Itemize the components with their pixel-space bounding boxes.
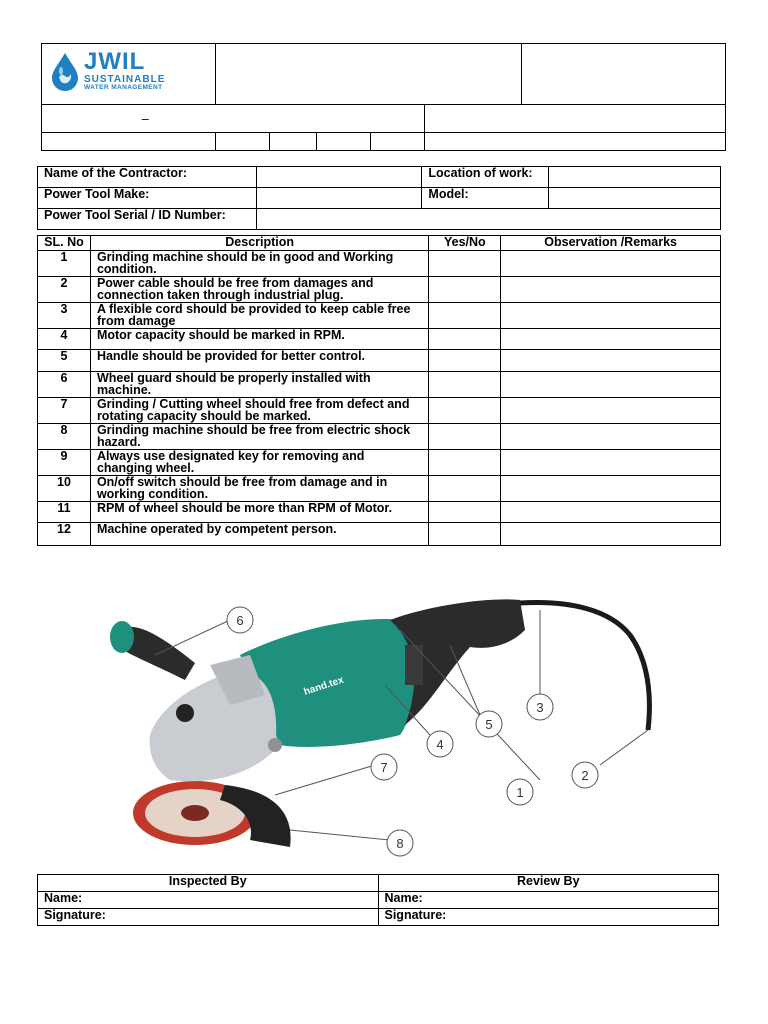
table-row (38, 523, 721, 546)
callout-label-4: 4 (436, 737, 444, 752)
reviewer-signature-field[interactable] (378, 909, 719, 926)
row-number: 9 (38, 450, 91, 476)
header-row3-c3 (269, 133, 316, 151)
table-row (38, 450, 721, 476)
row-yes-no-field[interactable] (429, 277, 501, 303)
header-row3-c4 (316, 133, 370, 151)
row-yes-no-field[interactable] (429, 251, 501, 277)
header-row3-c2 (215, 133, 269, 151)
row-yes-no-field[interactable] (429, 372, 501, 398)
row-yes-no-field[interactable] (429, 398, 501, 424)
serial-field[interactable] (256, 209, 720, 230)
callout-label-2: 2 (581, 768, 589, 783)
callout-label-1: 1 (516, 785, 524, 800)
header-row2-left (42, 105, 425, 133)
row-number: 7 (38, 398, 91, 424)
callout-label-5: 5 (485, 717, 493, 732)
reviewer-name-label: Name: (384, 891, 423, 905)
reviewer-signature-label: Signature: (384, 908, 447, 922)
header-row3-c1 (42, 133, 216, 151)
row-yes-no-field[interactable] (429, 303, 501, 329)
table-row (38, 303, 721, 329)
header-description: Description (90, 236, 428, 251)
row-number: 10 (38, 476, 91, 502)
row-description: Grinding machine should be free from electric shock hazard. (90, 424, 428, 450)
header-sl-no: SL. No (38, 236, 91, 251)
row-number: 12 (38, 523, 91, 546)
logo-brand: JWIL (84, 48, 146, 75)
water-drop-icon (50, 51, 80, 91)
row-number: 4 (38, 329, 91, 350)
row-description: A flexible cord should be provided to keep cable free from damage (90, 303, 428, 329)
row-description: Handle should be provided for better control. (90, 350, 428, 372)
location-field[interactable] (549, 167, 721, 188)
row-remarks-field[interactable] (501, 502, 721, 523)
callout-label-8: 8 (396, 836, 404, 851)
header-right-cell (522, 44, 726, 105)
location-label: Location of work: (422, 167, 549, 188)
serial-label: Power Tool Serial / ID Number: (38, 209, 257, 230)
review-by-label: Review By (378, 875, 719, 892)
logo-subtag: WATER MANAGEMENT (84, 84, 163, 91)
row-description: Grinding machine should be in good and Working condition. (90, 251, 428, 277)
row-remarks-field[interactable] (501, 450, 721, 476)
row-number: 2 (38, 277, 91, 303)
row-remarks-field[interactable] (501, 329, 721, 350)
logo-cell (42, 44, 216, 105)
row-remarks-field[interactable] (501, 398, 721, 424)
table-row (38, 476, 721, 502)
row-description: Grinding / Cutting wheel should free from defect and rotating capacity should be marked. (90, 398, 428, 424)
logo (42, 44, 215, 92)
row-number: 3 (38, 303, 91, 329)
inspector-signature-field[interactable] (38, 909, 379, 926)
row-remarks-field[interactable] (501, 424, 721, 450)
inspector-name-field[interactable] (38, 892, 379, 909)
row-description: Wheel guard should be properly installed with machine. (90, 372, 428, 398)
checklist-table (37, 235, 721, 546)
table-row (38, 424, 721, 450)
row-description: On/off switch should be free from damage and in working condition. (90, 476, 428, 502)
row-number: 5 (38, 350, 91, 372)
footer-table (37, 874, 719, 926)
row-description: Motor capacity should be marked in RPM. (90, 329, 428, 350)
model-label: Model: (422, 188, 549, 209)
row-yes-no-field[interactable] (429, 450, 501, 476)
row-remarks-field[interactable] (501, 350, 721, 372)
make-label: Power Tool Make: (38, 188, 257, 209)
row-yes-no-field[interactable] (429, 502, 501, 523)
angle-grinder-diagram (100, 585, 660, 860)
row-yes-no-field[interactable] (429, 329, 501, 350)
header-row3-c5 (370, 133, 425, 151)
callout-label-6: 6 (236, 613, 244, 628)
header-title-cell (215, 44, 521, 105)
row-description: Always use designated key for removing and changing wheel. (90, 450, 428, 476)
header-yes-no: Yes/No (429, 236, 501, 251)
row-number: 11 (38, 502, 91, 523)
info-table (37, 166, 721, 230)
header-dash: – (141, 111, 149, 126)
row-description: RPM of wheel should be more than RPM of Motor. (90, 502, 428, 523)
inspected-by-label: Inspected By (38, 875, 379, 892)
table-row (38, 329, 721, 350)
row-description: Power cable should be free from damages and connection taken through industrial plug. (90, 277, 428, 303)
row-number: 6 (38, 372, 91, 398)
contractor-field[interactable] (256, 167, 422, 188)
reviewer-name-field[interactable] (378, 892, 719, 909)
row-remarks-field[interactable] (501, 372, 721, 398)
table-row (38, 350, 721, 372)
brand-mark: hand.tex (302, 674, 346, 698)
header-table (41, 43, 726, 151)
row-number: 1 (38, 251, 91, 277)
callout-label-3: 3 (536, 700, 544, 715)
header-remarks: Observation /Remarks (501, 236, 721, 251)
table-row (38, 372, 721, 398)
table-row (38, 502, 721, 523)
row-number: 8 (38, 424, 91, 450)
contractor-label: Name of the Contractor: (38, 167, 257, 188)
row-remarks-field[interactable] (501, 251, 721, 277)
row-yes-no-field[interactable] (429, 476, 501, 502)
table-row (38, 277, 721, 303)
table-row (38, 251, 721, 277)
row-remarks-field[interactable] (501, 277, 721, 303)
row-yes-no-field[interactable] (429, 424, 501, 450)
checklist-body (38, 251, 721, 546)
header-row3-c6 (425, 133, 726, 151)
inspector-name-label: Name: (44, 891, 83, 905)
header-row2-right (425, 105, 726, 133)
callout-label-7: 7 (380, 760, 388, 775)
row-remarks-field[interactable] (501, 523, 721, 546)
row-description: Machine operated by competent person. (90, 523, 428, 546)
table-row (38, 398, 721, 424)
inspector-signature-label: Signature: (44, 908, 106, 922)
row-yes-no-field[interactable] (429, 350, 501, 372)
row-remarks-field[interactable] (501, 303, 721, 329)
row-remarks-field[interactable] (501, 476, 721, 502)
row-yes-no-field[interactable] (429, 523, 501, 546)
logo-tagline: SUSTAINABLE (84, 74, 166, 85)
model-field[interactable] (549, 188, 721, 209)
make-field[interactable] (256, 188, 422, 209)
